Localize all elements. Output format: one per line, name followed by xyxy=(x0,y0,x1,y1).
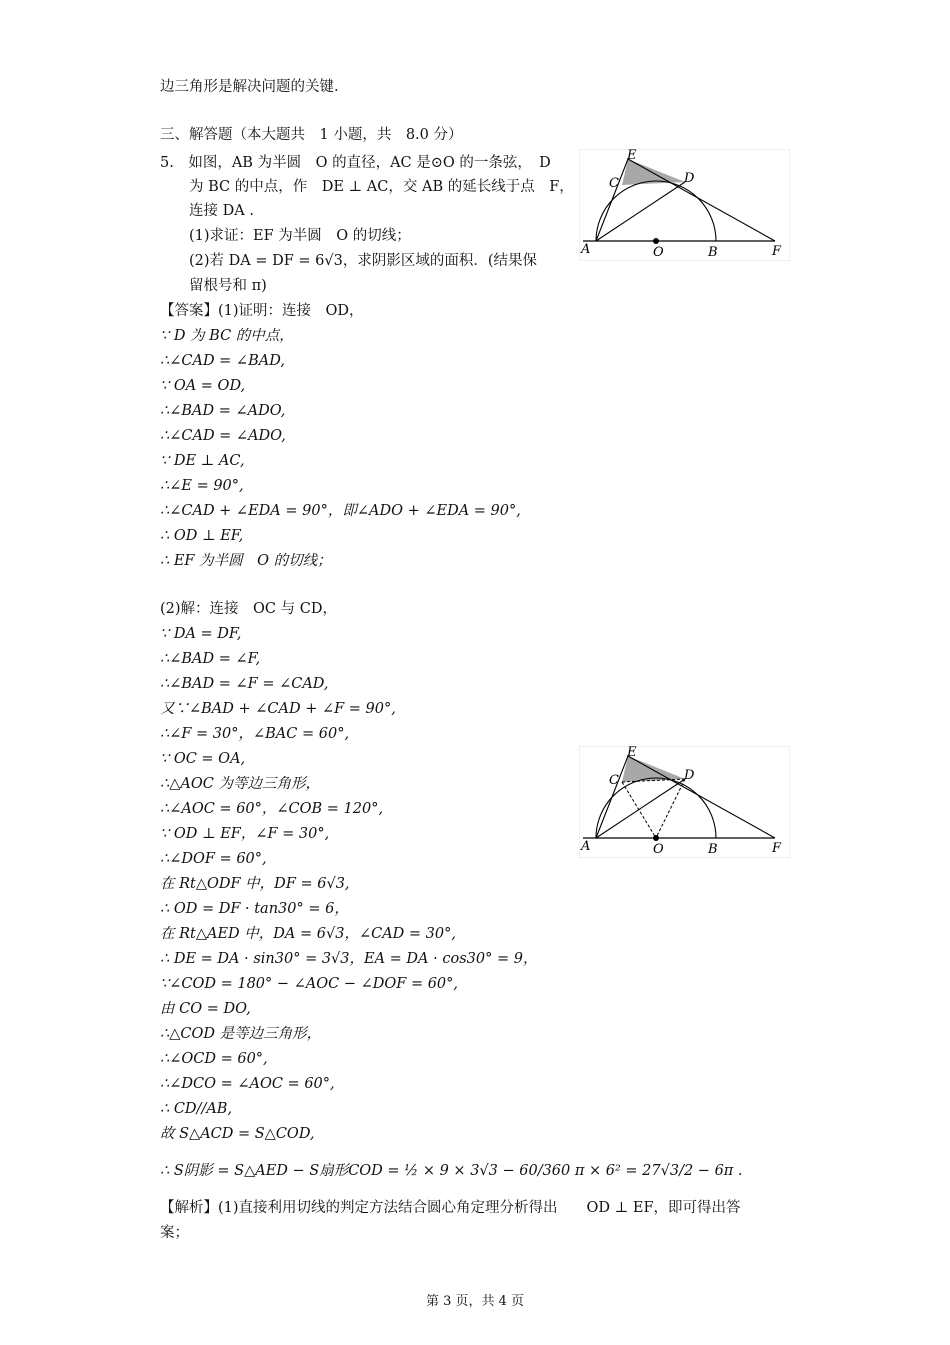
proof-line: ∴∠CAD + ∠EDA = 90°，即∠ADO + ∠EDA = 90°, xyxy=(160,503,521,519)
center-point xyxy=(653,238,659,244)
solution-line: 又∵∠BAD + ∠CAD + ∠F = 90°, xyxy=(160,701,396,717)
solution-line: ∴∠BAD = ∠F = ∠CAD, xyxy=(160,676,329,692)
solution-line: ∴∠F = 30°，∠BAC = 60°, xyxy=(160,726,350,742)
solution-line: 由 CO = DO, xyxy=(160,1001,251,1017)
problem-line: 连接 DA . xyxy=(160,203,254,219)
solution-line: ∴ DE = DA · sin30° = 3√3，EA = DA · cos30° = 9， xyxy=(160,951,538,967)
solution-line: ∵ OC = OA, xyxy=(160,751,246,767)
proof-line: ∴∠BAD = ∠ADO, xyxy=(160,403,286,419)
analysis-line: 案； xyxy=(160,1225,189,1241)
solution-line: ∴△COD 是等边三角形， xyxy=(160,1026,322,1042)
solution-line: ∵ OD ⊥ EF，∠F = 30°, xyxy=(160,826,330,842)
solution-heading: (2)解：连接 OC 与 CD， xyxy=(160,601,337,617)
page-footer: 第 3 页，共 4 页 xyxy=(425,1294,525,1309)
area-formula: ∴ S阴影 = S△AED − S扇形COD = ½ × 9 × 3√3 − 60/360 π × 6² = 27√3/2 − 6π . xyxy=(160,1163,743,1179)
proof-line: ∴∠CAD = ∠BAD, xyxy=(160,353,285,369)
label-B: B xyxy=(708,842,718,857)
proof-line: ∵ OA = OD, xyxy=(160,378,246,394)
geometry-figure-2 xyxy=(579,746,790,858)
label-A: A xyxy=(581,839,591,854)
label-F: F xyxy=(772,841,782,856)
center-point xyxy=(653,835,659,841)
solution-line: ∵ DA = DF, xyxy=(160,626,242,642)
solution-line: ∴△AOC 为等边三角形， xyxy=(160,776,320,792)
label-C: C xyxy=(609,773,619,788)
label-A: A xyxy=(581,242,591,257)
solution-line: 在 Rt△ODF 中，DF = 6√3, xyxy=(160,876,350,892)
label-B: B xyxy=(708,245,718,260)
solution-line: ∴∠OCD = 60°, xyxy=(160,1051,268,1067)
geometry-figure-1 xyxy=(579,149,790,261)
label-F: F xyxy=(772,244,782,259)
proof-line: ∵ DE ⊥ AC, xyxy=(160,453,245,469)
problem-line: (1)求证：EF 为半圆 O 的切线； xyxy=(160,228,411,244)
label-D: D xyxy=(684,768,695,783)
proof-line: ∴∠CAD = ∠ADO, xyxy=(160,428,286,444)
solution-line: 在 Rt△AED 中，DA = 6√3，∠CAD = 30°, xyxy=(160,926,456,942)
solution-line: ∴∠DCO = ∠AOC = 60°, xyxy=(160,1076,335,1092)
proof-line: ∵ D 为 BC 的中点， xyxy=(160,328,294,344)
problem-line: 为 BC 的中点，作 DE ⊥ AC，交 AB 的延长线于点 F， xyxy=(160,179,574,195)
label-O: O xyxy=(653,842,664,857)
label-E: E xyxy=(627,149,637,163)
label-O: O xyxy=(653,245,664,260)
label-E: E xyxy=(627,746,637,760)
section-heading: 三、解答题（本大题共 1 小题，共 8.0 分） xyxy=(160,127,463,143)
solution-line: ∴ CD//AB, xyxy=(160,1101,233,1117)
answer-heading: 【答案】(1)证明：连接 OD， xyxy=(160,303,364,319)
analysis-line: 【解析】(1)直接利用切线的判定方法结合圆心角定理分析得出 OD ⊥ EF，即可得出答 xyxy=(160,1200,741,1216)
proof-line: ∴∠E = 90°, xyxy=(160,478,244,494)
semicircle-diagram-with-dashes xyxy=(579,746,790,858)
proof-line: ∴ OD ⊥ EF, xyxy=(160,528,244,544)
solution-line: ∴∠BAD = ∠F, xyxy=(160,651,261,667)
solution-line: ∵∠COD = 180° − ∠AOC − ∠DOF = 60°, xyxy=(160,976,459,992)
proof-line: ∴ EF 为半圆 O 的切线； xyxy=(160,553,332,569)
solution-line: ∴∠AOC = 60°，∠COB = 120°, xyxy=(160,801,384,817)
problem-line: (2)若 DA = DF = 6√3，求阴影区域的面积．(结果保 xyxy=(160,253,538,269)
text-line: 边三角形是解决问题的关键. xyxy=(160,79,339,95)
solution-line: ∴ OD = DF · tan30° = 6， xyxy=(160,901,349,917)
solution-line: 故 S△ACD = S△COD, xyxy=(160,1126,315,1142)
solution-line: ∴∠DOF = 60°, xyxy=(160,851,267,867)
problem-line: 留根号和 π) xyxy=(160,278,267,294)
problem-line: 5. 如图，AB 为半圆 O 的直径，AC 是⊙O 的一条弦， D xyxy=(160,155,551,171)
semicircle-diagram xyxy=(579,149,790,261)
label-C: C xyxy=(609,176,619,191)
label-D: D xyxy=(684,171,695,186)
